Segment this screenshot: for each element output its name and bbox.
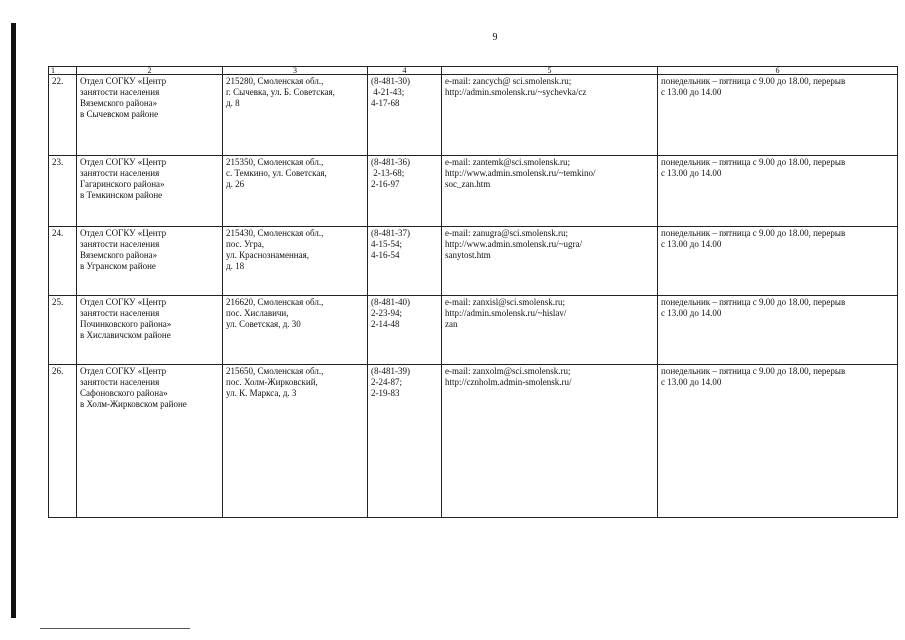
phone-line: (8-481-40) — [371, 297, 410, 307]
row-number-text: 23. — [52, 157, 64, 167]
footer-rule — [40, 628, 190, 629]
organization-line: Сафоновского района» — [80, 388, 168, 398]
hours-line: понедельник – пятница с 9.00 до 18.00, перерыв — [661, 366, 846, 376]
organization-line: Гагаринского района» — [80, 179, 165, 189]
hours-cell — [658, 227, 898, 296]
row-number — [49, 365, 77, 518]
email-line: e-mail: zanxolm@sci.smolensk.ru; — [445, 366, 571, 376]
column-header-6: 6 — [658, 67, 898, 75]
organization-line: Отдел СОГКУ «Центр — [80, 366, 167, 376]
column-number-row — [49, 67, 898, 75]
hours-line: с 13.00 до 14.00 — [661, 308, 722, 318]
phone-cell — [368, 365, 442, 518]
organization-cell — [77, 365, 223, 518]
website-link-continuation[interactable]: soc_zan.htm — [445, 179, 491, 189]
address-cell — [223, 296, 368, 365]
organization-line: занятости населения — [80, 308, 160, 318]
website-link[interactable]: http://admin.smolensk.ru/~sychevka/cz — [445, 87, 587, 97]
organization-line: занятости населения — [80, 239, 160, 249]
address-line: 216620, Смоленская обл., — [226, 297, 324, 307]
phone-line: 4-15-54; — [371, 239, 402, 249]
hours-line: понедельник – пятница с 9.00 до 18.00, перерыв — [661, 157, 846, 167]
row-number-text: 25. — [52, 297, 64, 307]
phone-line: (8-481-30) — [371, 76, 410, 86]
organization-line: занятости населения — [80, 168, 160, 178]
address-line: д. 26 — [226, 179, 245, 189]
address-cell — [223, 227, 368, 296]
hours-line: понедельник – пятница с 9.00 до 18.00, перерыв — [661, 228, 846, 238]
row-number — [49, 296, 77, 365]
contact-cell — [442, 75, 658, 156]
address-line: д. 18 — [226, 261, 245, 271]
website-link[interactable]: http://www.admin.smolensk.ru/~temkino/ — [445, 168, 596, 178]
organization-line: в Холм-Жирковском районе — [80, 399, 187, 409]
phone-cell — [368, 75, 442, 156]
phone-line: (8-481-37) — [371, 228, 410, 238]
row-number-text: 22. — [52, 76, 64, 86]
phone-line: 2-19-83 — [371, 388, 400, 398]
phone-line: 2-16-97 — [371, 179, 400, 189]
page-number: 9 — [492, 32, 498, 43]
hours-cell — [658, 365, 898, 518]
organization-line: в Хиславичском районе — [80, 330, 171, 340]
address-line: 215280, Смоленская обл., — [226, 76, 324, 86]
address-line: пос. Холм-Жирковский, — [226, 377, 318, 387]
hours-line: понедельник – пятница с 9.00 до 18.00, перерыв — [661, 76, 846, 86]
email-line: e-mail: zancych@ sci.smolensk.ru; — [445, 76, 572, 86]
address-cell — [223, 365, 368, 518]
hours-line: с 13.00 до 14.00 — [661, 87, 722, 97]
contact-cell — [442, 156, 658, 227]
organization-line: занятости населения — [80, 87, 160, 97]
row-number — [49, 75, 77, 156]
organization-line: в Темкинском районе — [80, 190, 163, 200]
phone-line: 4-16-54 — [371, 250, 400, 260]
table-row — [49, 156, 898, 227]
organization-line: Отдел СОГКУ «Центр — [80, 297, 167, 307]
contact-cell — [442, 365, 658, 518]
row-number — [49, 227, 77, 296]
address-line: пос. Угра, — [226, 239, 265, 249]
website-link-continuation[interactable]: zan — [445, 319, 458, 329]
address-line: ул. Советская, д. 30 — [226, 319, 301, 329]
table-row — [49, 227, 898, 296]
address-line: пос. Хиславичи, — [226, 308, 289, 318]
row-number-text: 26. — [52, 366, 64, 376]
address-line: д. 8 — [226, 98, 240, 108]
organization-cell — [77, 296, 223, 365]
phone-line: 2-13-68; — [371, 168, 405, 178]
organization-cell — [77, 156, 223, 227]
email-line: e-mail: zanugra@sci.smolensk.ru; — [445, 228, 569, 238]
phone-line: (8-481-39) — [371, 366, 410, 376]
table-row — [49, 75, 898, 156]
hours-line: с 13.00 до 14.00 — [661, 377, 722, 387]
column-header-2: 2 — [77, 67, 223, 75]
hours-line: с 13.00 до 14.00 — [661, 239, 722, 249]
phone-cell — [368, 156, 442, 227]
hours-cell — [658, 75, 898, 156]
organization-line: Вяземского района» — [80, 250, 158, 260]
address-line: 215350, Смоленская обл., — [226, 157, 324, 167]
contact-cell — [442, 296, 658, 365]
organization-line: Починковского района» — [80, 319, 172, 329]
phone-line: 4-17-68 — [371, 98, 400, 108]
hours-line: с 13.00 до 14.00 — [661, 168, 722, 178]
phone-line: 2-24-87; — [371, 377, 402, 387]
email-line: e-mail: zanxisl@sci.smolensk.ru; — [445, 297, 566, 307]
phone-cell — [368, 227, 442, 296]
address-line: 215430, Смоленская обл., — [226, 228, 324, 238]
scan-edge-bar — [11, 23, 16, 618]
address-cell — [223, 75, 368, 156]
contact-cell — [442, 227, 658, 296]
address-line: ул. Краснознаменная, — [226, 250, 309, 260]
column-header-5: 5 — [442, 67, 658, 75]
phone-line: 2-14-48 — [371, 319, 400, 329]
column-header-4: 4 — [368, 67, 442, 75]
phone-line: 4-21-43; — [371, 87, 405, 97]
row-number-text: 24. — [52, 228, 64, 238]
phone-line: 2-23-94; — [371, 308, 402, 318]
organization-line: Отдел СОГКУ «Центр — [80, 228, 167, 238]
organization-cell — [77, 75, 223, 156]
hours-cell — [658, 296, 898, 365]
organization-line: в Сычевском районе — [80, 109, 159, 119]
organization-line: занятости населения — [80, 377, 160, 387]
organization-line: Вяземского района» — [80, 98, 158, 108]
column-header-1: 1 — [49, 67, 77, 75]
website-link-continuation[interactable]: sanytost.htm — [445, 250, 491, 260]
table-row — [49, 296, 898, 365]
address-line: с. Темкино, ул. Советская, — [226, 168, 327, 178]
address-line: ул. К. Маркса, д. 3 — [226, 388, 297, 398]
address-line: г. Сычевка, ул. Б. Советская, — [226, 87, 335, 97]
hours-cell — [658, 156, 898, 227]
website-link[interactable]: http://cznholm.admin-smolensk.ru/ — [445, 377, 572, 387]
table-row — [49, 365, 898, 518]
organization-line: Отдел СОГКУ «Центр — [80, 76, 167, 86]
address-cell — [223, 156, 368, 227]
address-line: 215650, Смоленская обл., — [226, 366, 324, 376]
email-line: e-mail: zantemk@sci.smolensk.ru; — [445, 157, 571, 167]
phone-cell — [368, 296, 442, 365]
website-link[interactable]: http://www.admin.smolensk.ru/~ugra/ — [445, 239, 583, 249]
organization-line: Отдел СОГКУ «Центр — [80, 157, 167, 167]
row-number — [49, 156, 77, 227]
website-link[interactable]: http://admin.smolensk.ru/~hislav/ — [445, 308, 567, 318]
employment-centers-table — [48, 66, 898, 518]
hours-line: понедельник – пятница с 9.00 до 18.00, перерыв — [661, 297, 846, 307]
organization-cell — [77, 227, 223, 296]
phone-line: (8-481-36) — [371, 157, 410, 167]
organization-line: в Угранском районе — [80, 261, 156, 271]
column-header-3: 3 — [223, 67, 368, 75]
